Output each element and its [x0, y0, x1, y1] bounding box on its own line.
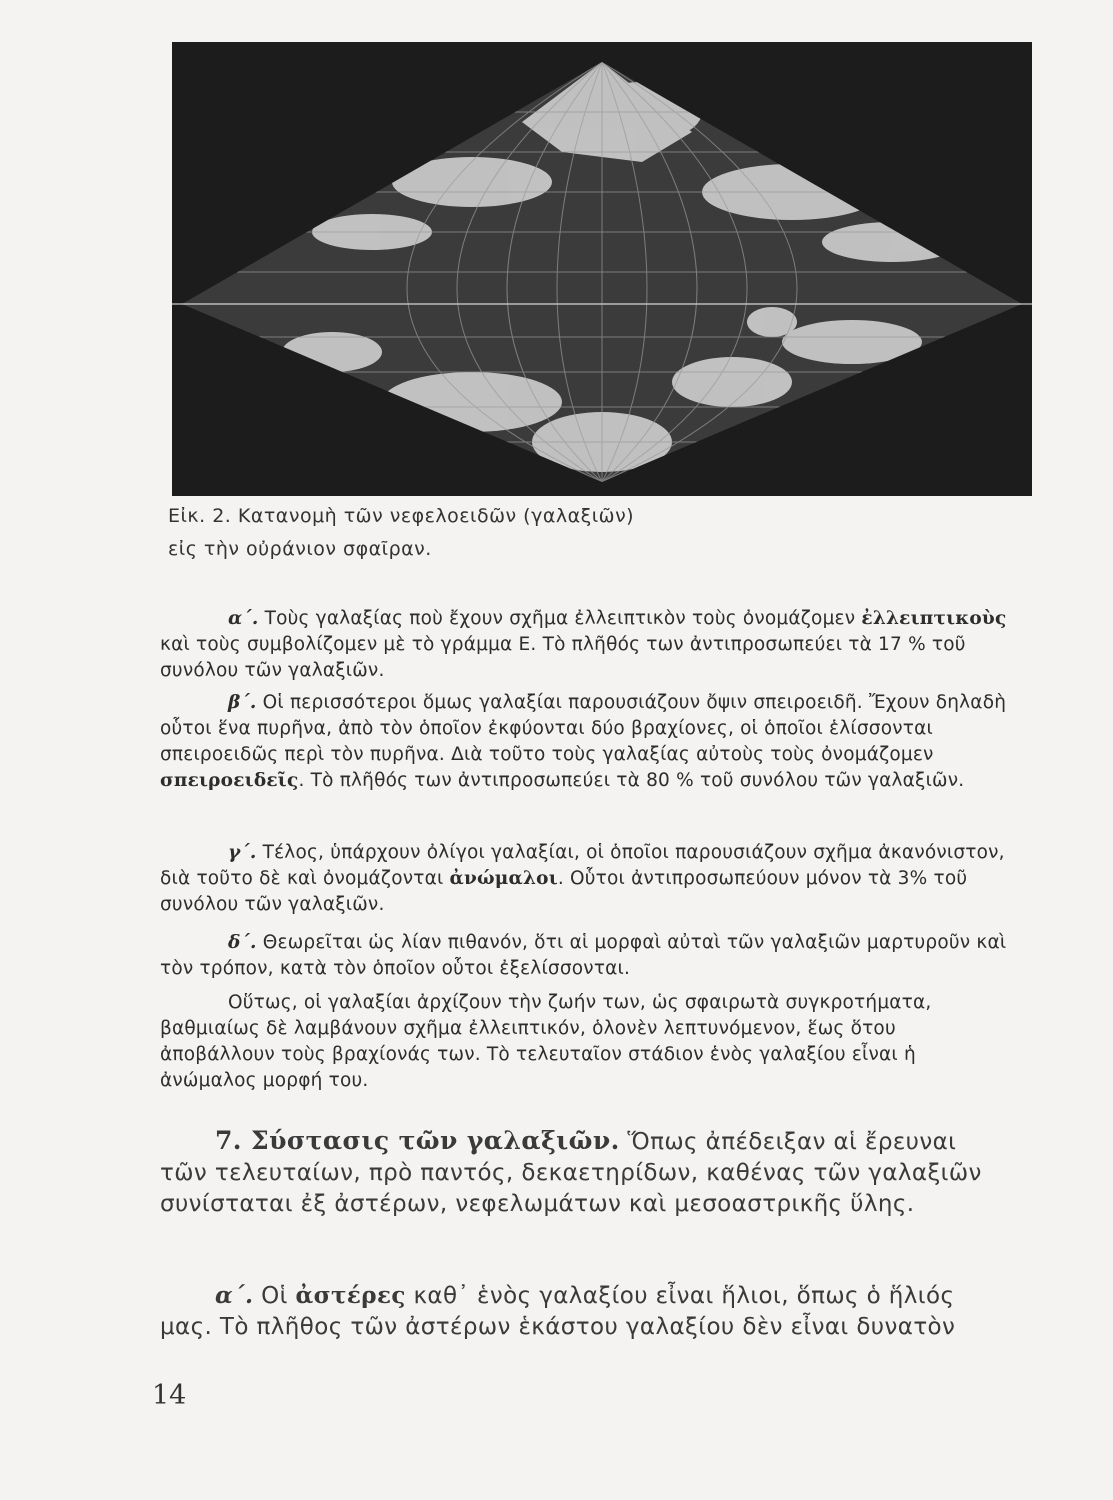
- paragraph-label: β΄.: [228, 692, 257, 713]
- section-text: καθ᾽ ἑνὸς γαλαξίου εἶναι ἥλιοι, ὅπως ὁ ἥλιός μας. Τὸ πλῆθος τῶν ἀστέρων ἑκάστου γαλαξίου δὲν εἶναι δυνατὸν: [160, 1283, 956, 1340]
- section-heading: 7. Σύστασις τῶν γαλαξιῶν.: [215, 1126, 620, 1155]
- section-7-alpha: [160, 1280, 1010, 1343]
- paragraph-label: α΄.: [228, 608, 259, 629]
- paragraph-text: Θεωρεῖται ὡς λίαν πιθανόν, ὅτι αἱ μορφαὶ αὐταὶ τῶν γαλαξιῶν μαρτυροῦν καὶ τὸν τρόπον, κατὰ τὸν ὁποῖον οὗτοι ἐξελίσσονται.: [160, 932, 1007, 979]
- paragraph-beta: [160, 690, 1010, 794]
- paragraph-alpha: [160, 606, 1010, 684]
- paragraph-text: . Οὗτοι ἀντιπροσωπεύουν μόνον τὰ 3% τοῦ συνόλου τῶν γαλαξιῶν.: [160, 868, 968, 915]
- term-stars: ἀστέρες: [295, 1282, 406, 1309]
- paragraph-label: α΄.: [215, 1282, 254, 1309]
- paragraph-evolution: [160, 990, 1010, 1094]
- paragraph-text: . Τὸ πλῆθός των ἀντιπροσωπεύει τὰ 80 % τοῦ συνόλου τῶν γαλαξιῶν.: [298, 770, 965, 791]
- paragraph-text: Τέλος, ὑπάρχουν ὀλίγοι γαλαξίαι, οἱ ὁποῖοι παρουσιάζουν σχῆμα ἀκανόνιστον, διὰ τοῦτο δὲ καὶ ὀνομάζονται: [160, 842, 1005, 889]
- term-irregular: ἀνώμαλοι: [449, 868, 558, 889]
- caption-line-1: Εἰκ. 2. Κατανομὴ τῶν νεφελοειδῶν (γαλαξιῶν): [168, 505, 635, 527]
- paragraph-text: Τοὺς γαλαξίας ποὺ ἔχουν σχῆμα ἐλλειπτικὸν τοὺς ὀνομάζομεν: [264, 608, 862, 629]
- figure-caption: [168, 500, 728, 566]
- paragraph-gamma: [160, 840, 1010, 918]
- section-text: Ὅπως ἀπέδειξαν αἱ ἔρευναι τῶν τελευταίων, πρὸ παντός, δεκαετηρίδων, καθένας τῶν γαλαξιῶν συνίσταται ἐξ ἀστέρων, νεφελωμάτων καὶ μεσοαστρικῆς ὕλης.: [160, 1129, 982, 1217]
- caption-line-2: εἰς τὴν οὐράνιον σφαῖραν.: [168, 538, 432, 560]
- paragraph-delta: [160, 930, 1010, 982]
- paragraph-label: δ΄.: [228, 932, 257, 953]
- sky-map-image: [172, 42, 1032, 496]
- paragraph-label: γ΄.: [228, 842, 257, 863]
- section-7: [160, 1125, 1010, 1220]
- section-text: Οἱ: [261, 1283, 296, 1309]
- paragraph-text: Οἱ περισσότεροι ὅμως γαλαξίαι παρουσιάζουν ὄψιν σπειροειδῆ. Ἔχουν δηλαδὴ οὗτοι ἕνα πυρῆνα, ἀπὸ τὸν ὁποῖον ἐκφύονται δύο βραχίονες, οἱ ὁποῖοι ἑλίσσονται σπειροειδῶς περὶ τὸν πυρῆνα. Διὰ τοῦτο τοὺς γαλαξίας αὐτοὺς τοὺς ὀνομάζομεν: [160, 692, 1007, 765]
- page-number: 14: [152, 1380, 187, 1411]
- galaxy-distribution-photo: [172, 42, 1032, 496]
- term-spiral: σπειροειδεῖς: [160, 770, 299, 791]
- paragraph-text: καὶ τοὺς συμβολίζομεν μὲ τὸ γράμμα Ε. Τὸ πλῆθός των ἀντιπροσωπεύει τὰ 17 % τοῦ συνόλου τῶν γαλαξιῶν.: [160, 634, 966, 681]
- paragraph-text: Οὕτως, οἱ γαλαξίαι ἀρχίζουν τὴν ζωήν των, ὡς σφαιρωτὰ συγκροτήματα, βαθμιαίως δὲ λαμβάνουν σχῆμα ἐλλειπτικόν, ὁλονὲν λεπτυνόμενον, ἕως ὅτου ἀποβάλλουν τοὺς βραχίονάς των. Τὸ τελευταῖον στάδιον ἑνὸς γαλαξίου εἶναι ἡ ἀνώμαλος μορφή του.: [160, 992, 932, 1091]
- term-elliptical: ἐλλειπτικοὺς: [861, 608, 1007, 629]
